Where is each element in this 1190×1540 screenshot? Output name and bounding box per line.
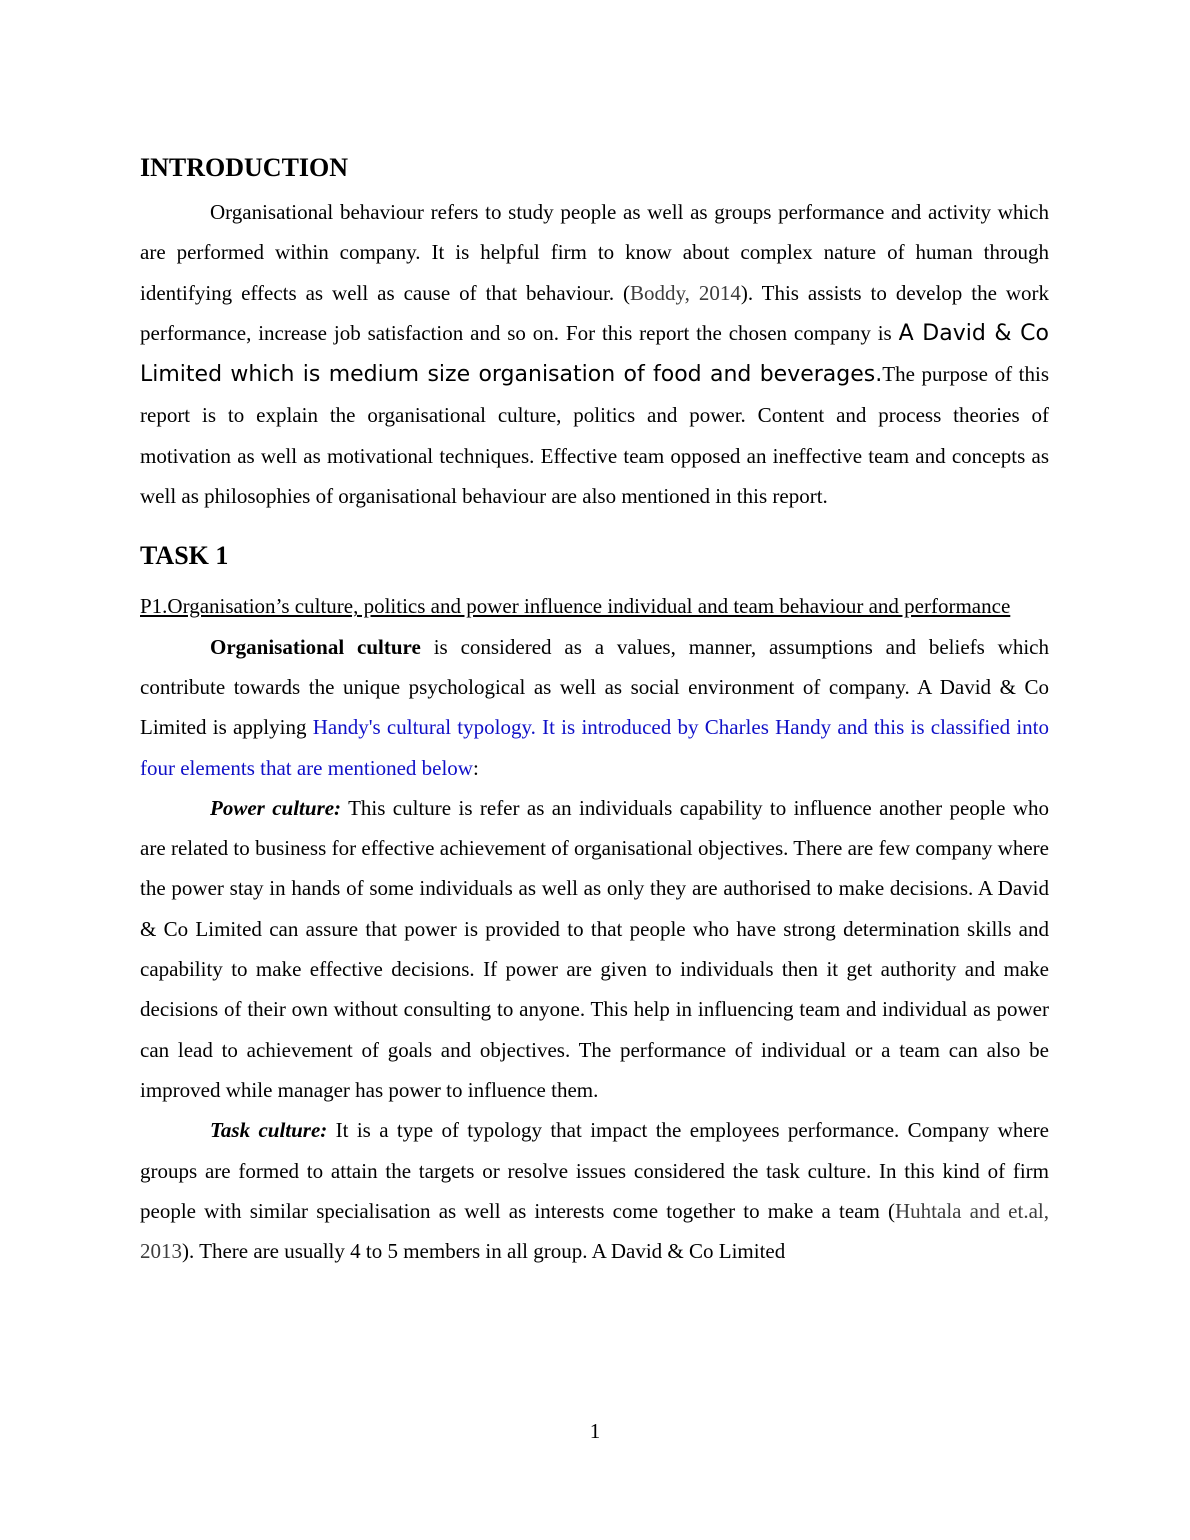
intro-text-1: Organisational behaviour refers to study people as well as groups performance and activity which are performed within company. It is helpful firm to know about complex nature of human through identifying effects as well as cause of that behaviour. ( (140, 200, 1049, 305)
introduction-heading: INTRODUCTION (140, 153, 349, 182)
page-number: 1 (589, 1419, 601, 1443)
handy-typology-text: Handy's cultural typology. It is introduced by Charles Handy and this is classified into four elements that are mentioned below (140, 715, 1049, 780)
introduction-paragraph (140, 192, 1049, 516)
p1-subheading: P1.Organisation’s culture, politics and power influence individual and team behaviour and performance (140, 594, 1011, 619)
intro-text-3: The purpose of this report is to explain the organisational culture, politics and power. Content and process theories of motivation as well as motivational techniques. Effective team opposed an ineffective team and concepts as well as philosophies of organisational behaviour are also mentioned in this report. (140, 362, 1049, 509)
task1-heading: TASK 1 (140, 541, 229, 571)
task-culture-label: Task culture: (210, 1118, 328, 1143)
power-culture-label: Power culture: (210, 795, 342, 820)
task-culture-text-1: It is a type of typology that impact the employees performance. Company where groups are formed to attain the targets or resolve issues considered the task culture. In this kind of firm people with similar specialisation as well as interests come together to make a team ( (140, 1118, 1049, 1223)
document-page (140, 150, 1049, 1271)
org-culture-end: : (472, 755, 479, 780)
org-culture-term: Organisational culture (210, 634, 421, 659)
company-description: A David & Co Limited which is medium size organisation of food and beverages. (140, 320, 1049, 388)
power-culture-paragraph (140, 788, 1049, 1110)
citation-boddy: Boddy, 2014 (630, 280, 741, 305)
power-culture-text: This culture is refer as an individuals capability to influence another people who are related to business for effective achievement of organisational objectives. There are few company where the power stay in hands of some individuals as well as only they are authorised to make decisions. A David & Co Limited can assure that power is provided to that people who have strong determination skills and capability to make effective decisions. If power are given to individuals then it get authority and make decisions of their own without consulting to anyone. This help in influencing team and individual as power can lead to achievement of goals and objectives. The performance of individual or a team can also be improved while manager has power to influence them. (140, 795, 1049, 1102)
org-culture-paragraph (140, 627, 1049, 788)
org-culture-text: is considered as a values, manner, assumptions and beliefs which contribute towards the unique psychological as well as social environment of company. A David & Co Limited is applying (140, 634, 1049, 740)
task-culture-text-2: ). There are usually 4 to 5 members in all group. A David & Co Limited (182, 1239, 786, 1264)
intro-text-2: ). This assists to develop the work performance, increase job satisfaction and so on. For this report the chosen company is (140, 280, 1049, 345)
task-culture-paragraph (140, 1110, 1049, 1271)
citation-huhtala: Huhtala and et.al, 2013 (140, 1198, 1049, 1264)
